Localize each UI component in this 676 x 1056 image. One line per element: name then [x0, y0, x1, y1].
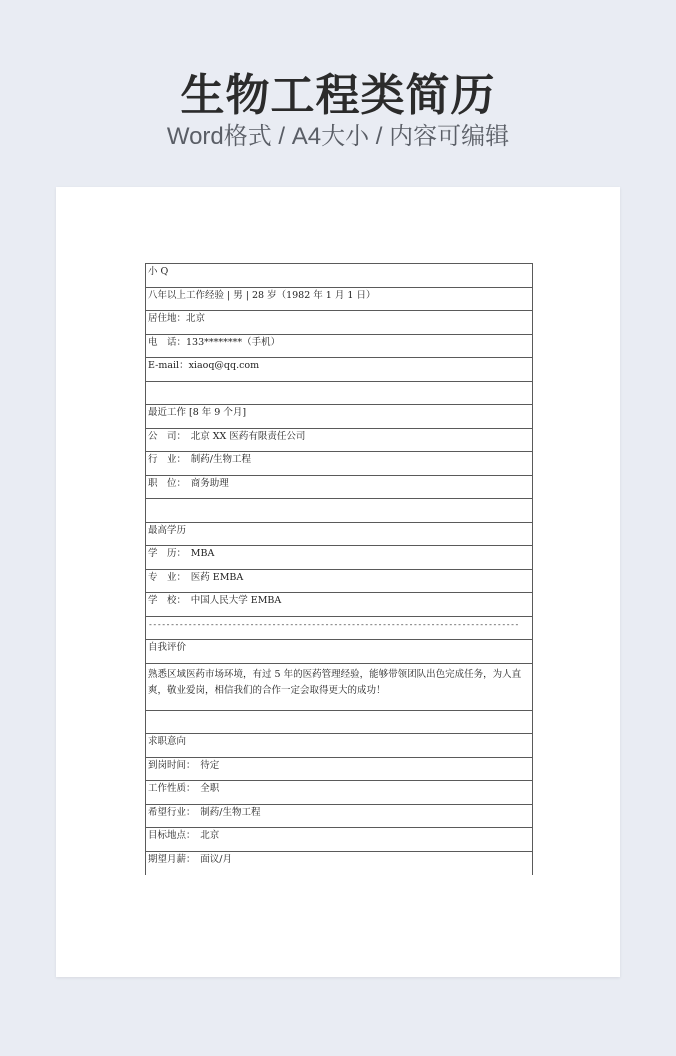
self-evaluation-text: 熟悉区域医药市场环境，有过 5 年的医药管理经验，能够带领团队出色完成任务，为人直爽，敬业爱岗，相信我们的合作一定会取得更大的成功！	[146, 664, 532, 711]
resume-name-row: 小 Q	[146, 264, 532, 288]
dashed-separator: ------------------------------------------------------------------------------------	[146, 617, 532, 641]
self-evaluation-heading: 自我评价	[146, 640, 532, 664]
education-heading: 最高学历	[146, 523, 532, 547]
degree-row: 学 历： MBA	[146, 546, 532, 570]
company-row: 公 司： 北京 XX 医药有限责任公司	[146, 429, 532, 453]
resume-email-row: E-mail：xiaoq@qq.com	[146, 358, 532, 382]
resume-blank-row	[146, 711, 532, 735]
page-subtitle: Word格式 / A4大小 / 内容可编辑	[166, 123, 510, 150]
resume-phone-row: 电 话：133********（手机）	[146, 335, 532, 359]
recent-work-heading: 最近工作 [8 年 9 个月]	[146, 405, 532, 429]
resume-blank-row	[146, 382, 532, 406]
resume-residence-row: 居住地：北京	[146, 311, 532, 335]
job-type-row: 工作性质： 全职	[146, 781, 532, 805]
desired-industry-row: 希望行业： 制药/生物工程	[146, 805, 532, 829]
position-row: 职 位： 商务助理	[146, 476, 532, 500]
start-time-row: 到岗时间： 待定	[146, 758, 532, 782]
resume-experience-row: 八年以上工作经验 | 男 | 28 岁（1982 年 1 月 1 日）	[146, 288, 532, 312]
resume-table	[145, 263, 533, 875]
major-row: 专 业： 医药 EMBA	[146, 570, 532, 594]
industry-row: 行 业： 制药/生物工程	[146, 452, 532, 476]
document-page	[56, 187, 620, 977]
school-row: 学 校： 中国人民大学 EMBA	[146, 593, 532, 617]
target-location-row: 目标地点： 北京	[146, 828, 532, 852]
expected-salary-row: 期望月薪： 面议/月	[148, 853, 232, 865]
page-title: 生物工程类简历	[180, 70, 496, 121]
resume-blank-row	[146, 499, 532, 523]
job-intention-heading: 求职意向	[146, 734, 532, 758]
